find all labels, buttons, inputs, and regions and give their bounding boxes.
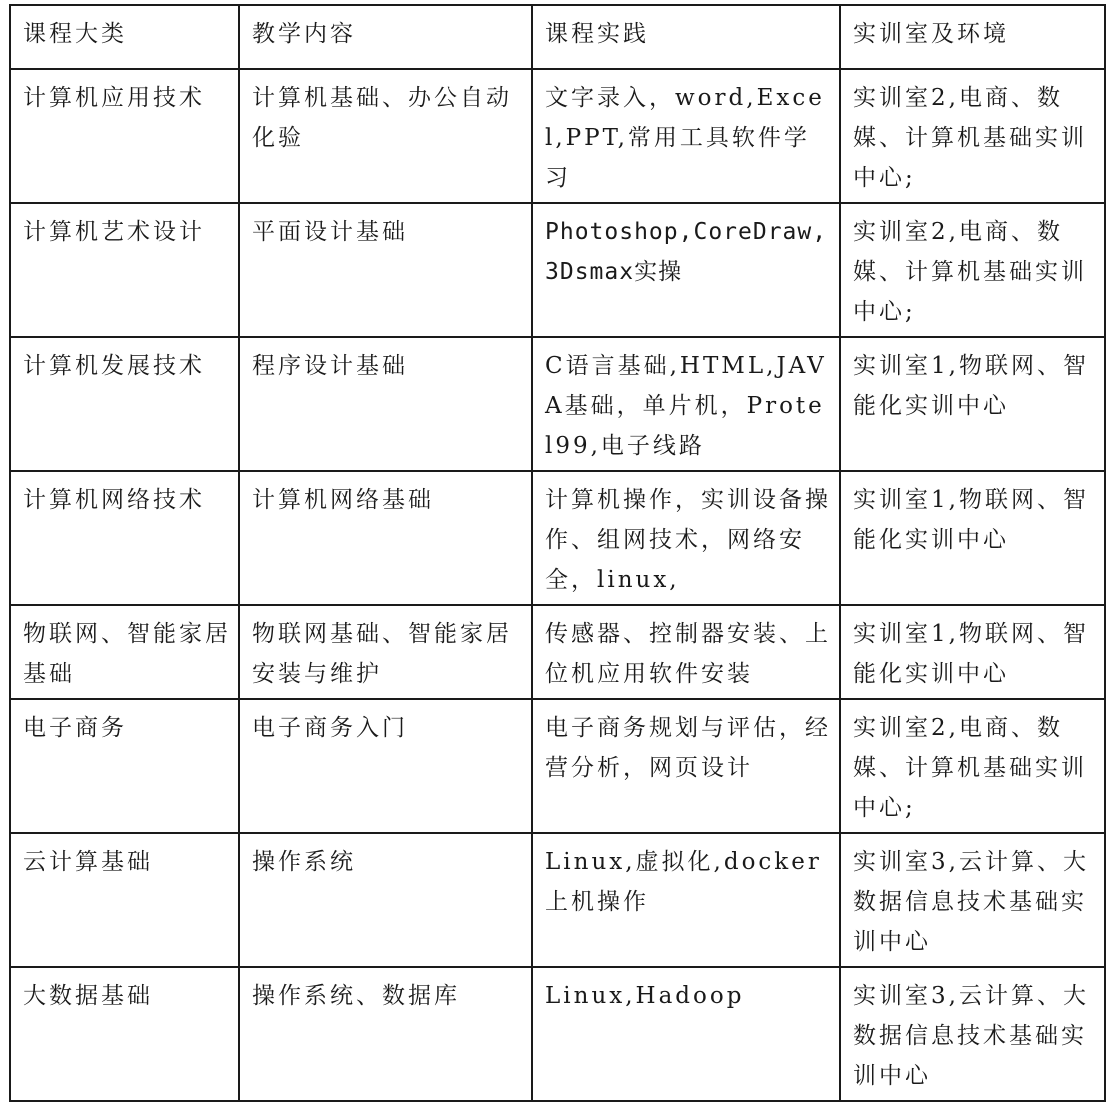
- cell-teaching-content: 物联网基础、智能家居安装与维护: [239, 605, 532, 699]
- table-row: [10, 471, 1105, 605]
- cell-course-category: 计算机网络技术: [10, 471, 239, 605]
- table-row: [10, 337, 1105, 471]
- cell-course-practice: 传感器、控制器安装、上位机应用软件安装: [532, 605, 840, 699]
- table-row: [10, 69, 1105, 203]
- table-row: [10, 699, 1105, 833]
- cell-course-category: 计算机艺术设计: [10, 203, 239, 337]
- header-course-practice: 课程实践: [532, 5, 840, 69]
- cell-training-room: 实训室2,电商、数媒、计算机基础实训中心;: [840, 69, 1105, 203]
- header-training-room: 实训室及环境: [840, 5, 1105, 69]
- cell-training-room: 实训室2,电商、数媒、计算机基础实训中心;: [840, 699, 1105, 833]
- cell-teaching-content: 操作系统: [239, 833, 532, 967]
- table-row: [10, 203, 1105, 337]
- cell-training-room: 实训室1,物联网、智能化实训中心: [840, 471, 1105, 605]
- cell-course-category: 云计算基础: [10, 833, 239, 967]
- cell-teaching-content: 计算机网络基础: [239, 471, 532, 605]
- cell-teaching-content: 程序设计基础: [239, 337, 532, 471]
- curriculum-table-container: [9, 4, 1104, 1089]
- cell-course-category: 计算机应用技术: [10, 69, 239, 203]
- cell-teaching-content: 操作系统、数据库: [239, 967, 532, 1101]
- cell-course-practice: C语言基础,HTML,JAVA基础，单片机，Protel99,电子线路: [532, 337, 840, 471]
- header-teaching-content: 教学内容: [239, 5, 532, 69]
- cell-course-category: 物联网、智能家居基础: [10, 605, 239, 699]
- table-row: [10, 833, 1105, 967]
- cell-course-practice: Linux,虚拟化,docker上机操作: [532, 833, 840, 967]
- cell-teaching-content: 计算机基础、办公自动化验: [239, 69, 532, 203]
- cell-course-practice: 电子商务规划与评估，经营分析，网页设计: [532, 699, 840, 833]
- table-row: [10, 967, 1105, 1101]
- cell-course-practice: 计算机操作，实训设备操作、组网技术，网络安全，linux,: [532, 471, 840, 605]
- cell-course-practice: Photoshop,CoreDraw,3Dsmax实操: [532, 203, 840, 337]
- header-course-category: 课程大类: [10, 5, 239, 69]
- cell-course-category: 大数据基础: [10, 967, 239, 1101]
- table-header-row: [10, 5, 1105, 69]
- cell-training-room: 实训室2,电商、数媒、计算机基础实训中心;: [840, 203, 1105, 337]
- cell-course-category: 电子商务: [10, 699, 239, 833]
- cell-course-category: 计算机发展技术: [10, 337, 239, 471]
- cell-course-practice: Linux,Hadoop: [532, 967, 840, 1101]
- cell-training-room: 实训室1,物联网、智能化实训中心: [840, 605, 1105, 699]
- cell-training-room: 实训室3,云计算、大数据信息技术基础实训中心: [840, 833, 1105, 967]
- cell-teaching-content: 电子商务入门: [239, 699, 532, 833]
- curriculum-table: [9, 4, 1106, 1102]
- cell-teaching-content: 平面设计基础: [239, 203, 532, 337]
- cell-training-room: 实训室3,云计算、大数据信息技术基础实训中心: [840, 967, 1105, 1101]
- cell-training-room: 实训室1,物联网、智能化实训中心: [840, 337, 1105, 471]
- table-row: [10, 605, 1105, 699]
- cell-course-practice: 文字录入，word,Excel,PPT,常用工具软件学习: [532, 69, 840, 203]
